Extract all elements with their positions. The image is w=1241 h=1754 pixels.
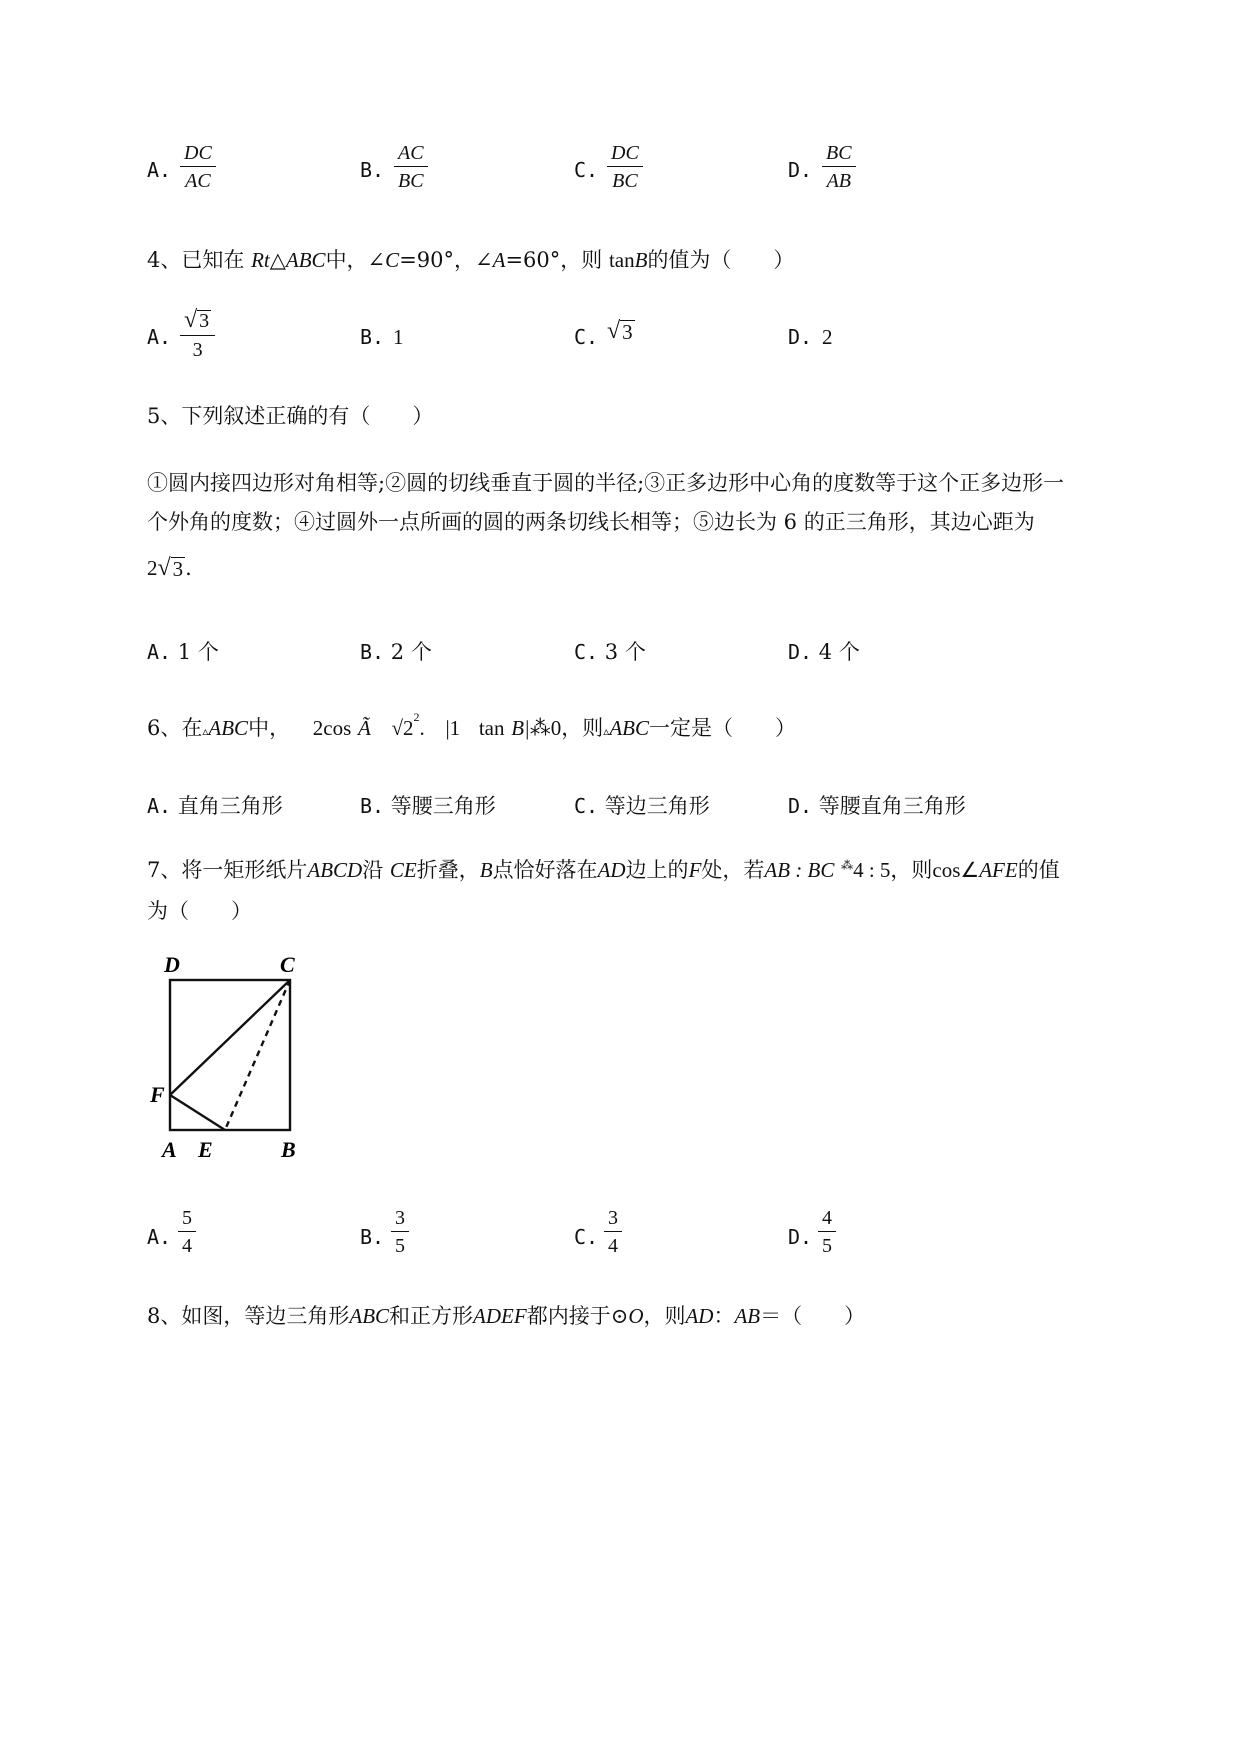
q8-adef: ADEF xyxy=(473,1304,527,1328)
q7-stem-line-2: 为（ ） xyxy=(147,899,252,923)
q6-formula-sqrt2: √2 xyxy=(391,716,414,740)
q4-tan: tan xyxy=(608,248,635,272)
q3-option-d-denominator: AB xyxy=(826,170,851,192)
q8-stem xyxy=(147,1300,865,1330)
q6-number: 6、 xyxy=(147,716,182,740)
q5-stem: 5、下列叙述正确的有（ ） xyxy=(147,404,434,428)
q6-formula-abs-open: |1 xyxy=(445,716,461,740)
q7-option-d-fraction: $\frac{4}{5}$ xyxy=(818,1208,836,1256)
q7-ratio: AB : BC xyxy=(764,858,835,882)
q4-b: B xyxy=(634,248,648,272)
q6-stem xyxy=(147,712,796,742)
q6-text-1: 在 xyxy=(181,716,203,740)
q6-option-b: B. 等腰三角形 xyxy=(360,794,496,818)
q4-rt: Rt xyxy=(251,248,270,272)
q7-ad: AD xyxy=(597,858,626,882)
q4-triangle-symbol: △ xyxy=(269,248,286,272)
q5-line-2: 个外角的度数；④过圆外一点所画的圆的两条切线长相等；⑤边长为 6 的正三角形，其边心距为 xyxy=(147,510,1035,534)
q5-line-3-period: . xyxy=(185,556,192,580)
q6-text-2: 中， xyxy=(248,716,291,740)
q4-abc: ABC xyxy=(285,248,326,272)
q3-option-a-fraction xyxy=(180,143,216,191)
q3-option-b-numerator: AC xyxy=(394,143,428,167)
q4-option-a-denominator: 3 xyxy=(192,339,203,361)
q4-text-4: =60°，则 xyxy=(505,248,603,272)
q7-abcd: ABCD xyxy=(307,858,363,882)
q8-number: 8、 xyxy=(147,1304,182,1328)
q4-angle-c: C xyxy=(385,248,400,272)
q7-f: F xyxy=(688,858,702,882)
q6-text-3: ，则 xyxy=(561,716,604,740)
q8-text-1: 如图，等边三角形 xyxy=(181,1304,350,1328)
q7-text-4: 点恰好落在 xyxy=(492,858,598,882)
q8-abc: ABC xyxy=(349,1304,390,1328)
q7-text-5: 边上的 xyxy=(625,858,689,882)
q8-ab: AB xyxy=(734,1304,761,1328)
q7-number: 7、 xyxy=(147,858,182,882)
q7-text-7: ，则 xyxy=(890,858,933,882)
q6-formula-a: Ã xyxy=(357,716,371,740)
q4-option-d-label: D. xyxy=(788,325,813,349)
q7-cos: cos∠ xyxy=(932,858,980,882)
q6-option-d: D. 等腰直角三角形 xyxy=(788,794,966,818)
q7-ce: CE xyxy=(389,858,417,882)
label-d: D xyxy=(164,952,180,977)
q7-option-d-label: D. xyxy=(788,1225,813,1249)
q7-text-1: 将一矩形纸片 xyxy=(181,858,308,882)
q6-triangle-symbol-2: ▵ xyxy=(603,724,610,738)
q3-option-a-numerator: DC xyxy=(180,143,216,167)
q7-text-6: 处，若 xyxy=(701,858,765,882)
q7-afe: AFE xyxy=(979,858,1018,882)
q3-option-c-denominator: BC xyxy=(612,170,638,192)
q4-option-a-numerator xyxy=(180,308,215,336)
q4-stem xyxy=(147,244,794,274)
q5-line-1: ①圆内接四边形对角相等;②圆的切线垂直于圆的半径;③正多边形中心角的度数等于这个正多边形一 xyxy=(147,471,1065,495)
q6-formula-exponent: 2 xyxy=(413,710,420,724)
q8-ad: AD xyxy=(685,1304,714,1328)
q4-option-b-value: 1 xyxy=(393,325,404,349)
q4-option-a-label: A. xyxy=(147,325,172,349)
q6-formula-dot: . xyxy=(419,716,425,740)
segment-cf xyxy=(170,980,290,1095)
q6-option-a: A. 直角三角形 xyxy=(147,794,283,818)
q7-text-8: 的值 xyxy=(1017,858,1060,882)
q8-text-6: ＝（ ） xyxy=(760,1304,866,1328)
q7-rectangle-figure xyxy=(140,950,310,1180)
q6-formula-b: B| xyxy=(511,716,530,740)
label-c: C xyxy=(280,952,295,977)
q8-text-3: 都内接于⊙ xyxy=(526,1304,629,1328)
q3-option-c-numerator: DC xyxy=(607,143,643,167)
segment-fe xyxy=(170,1095,225,1130)
q8-text-4: ，则 xyxy=(643,1304,686,1328)
q7-option-a-fraction: $\frac{5}{4}$ xyxy=(178,1208,196,1256)
sqrt-symbol: √ 3 xyxy=(607,318,633,344)
q3-option-a-denominator: AC xyxy=(185,170,211,192)
q4-option-d-value: 2 xyxy=(822,325,833,349)
q5-line-3-coefficient: 2 xyxy=(147,556,158,580)
q7-b: B xyxy=(479,858,493,882)
label-e: E xyxy=(198,1137,213,1162)
q4-text-2: 中，∠ xyxy=(325,248,386,272)
q7-option-c-label: C. xyxy=(574,1225,599,1249)
q6-abc: ABC xyxy=(208,716,249,740)
q6-formula-tan: tan xyxy=(478,716,505,740)
q7-option-c-fraction: $\frac{3}{4}$ xyxy=(604,1208,622,1256)
sqrt-symbol: √ 3 xyxy=(157,555,184,581)
q3-option-b-denominator: BC xyxy=(398,170,424,192)
q7-ratio-value: 4 : 5 xyxy=(853,858,891,882)
q6-text-4: 一定是（ ） xyxy=(649,716,796,740)
q7-option-a-label: A. xyxy=(147,1225,172,1249)
q8-text-2: 和正方形 xyxy=(389,1304,474,1328)
q5-option-b: B. 2 个 xyxy=(360,640,432,664)
q7-symbol: ⁂ xyxy=(841,858,854,872)
q3-option-d-label: D. xyxy=(788,158,813,182)
q7-text-2: 沿 xyxy=(362,858,384,882)
q3-option-b-label: B. xyxy=(360,158,385,182)
q5-option-d: D. 4 个 xyxy=(788,640,860,664)
q6-triangle-symbol: ▵ xyxy=(202,724,209,738)
q4-option-b-label: B. xyxy=(360,325,385,349)
q4-text-1: 已知在 xyxy=(181,248,245,272)
q7-stem xyxy=(147,854,1060,884)
label-a: A xyxy=(162,1137,177,1162)
q4-text-5: 的值为（ ） xyxy=(647,248,795,272)
label-b: B xyxy=(281,1137,296,1162)
sqrt-symbol: √ 3 xyxy=(184,307,210,333)
q5-line-3 xyxy=(147,556,192,581)
q7-option-b-fraction: $\frac{3}{5}$ xyxy=(391,1208,409,1256)
q5-option-c: C. 3 个 xyxy=(574,640,646,664)
q7-text-3: 折叠， xyxy=(416,858,480,882)
q3-option-b-fraction xyxy=(394,143,428,191)
q4-number: 4、 xyxy=(147,248,182,272)
q3-option-a-label: A. xyxy=(147,158,172,182)
q6-abc-2: ABC xyxy=(609,716,649,740)
q8-text-5: ： xyxy=(713,1304,735,1328)
q4-angle-a: A xyxy=(492,248,506,272)
q4-text-3: =90°，∠ xyxy=(399,248,493,272)
q3-option-c-label: C. xyxy=(574,158,599,182)
label-f: F xyxy=(150,1082,165,1107)
q8-o: O xyxy=(628,1304,644,1328)
q4-option-a-fraction xyxy=(180,308,215,360)
q4-option-c-label: C. xyxy=(574,325,599,349)
q6-formula-cos: 2cos xyxy=(312,716,352,740)
q4-option-c-value xyxy=(607,319,635,343)
q7-option-b-label: B. xyxy=(360,1225,385,1249)
q6-formula-zero: ⁂0 xyxy=(529,716,562,740)
segment-ce-dashed xyxy=(225,980,290,1130)
q5-option-a: A. 1 个 xyxy=(147,640,219,664)
q3-option-d-fraction xyxy=(822,143,856,191)
q3-option-c-fraction xyxy=(607,143,643,191)
q3-option-d-numerator: BC xyxy=(822,143,856,167)
q6-option-c: C. 等边三角形 xyxy=(574,794,710,818)
